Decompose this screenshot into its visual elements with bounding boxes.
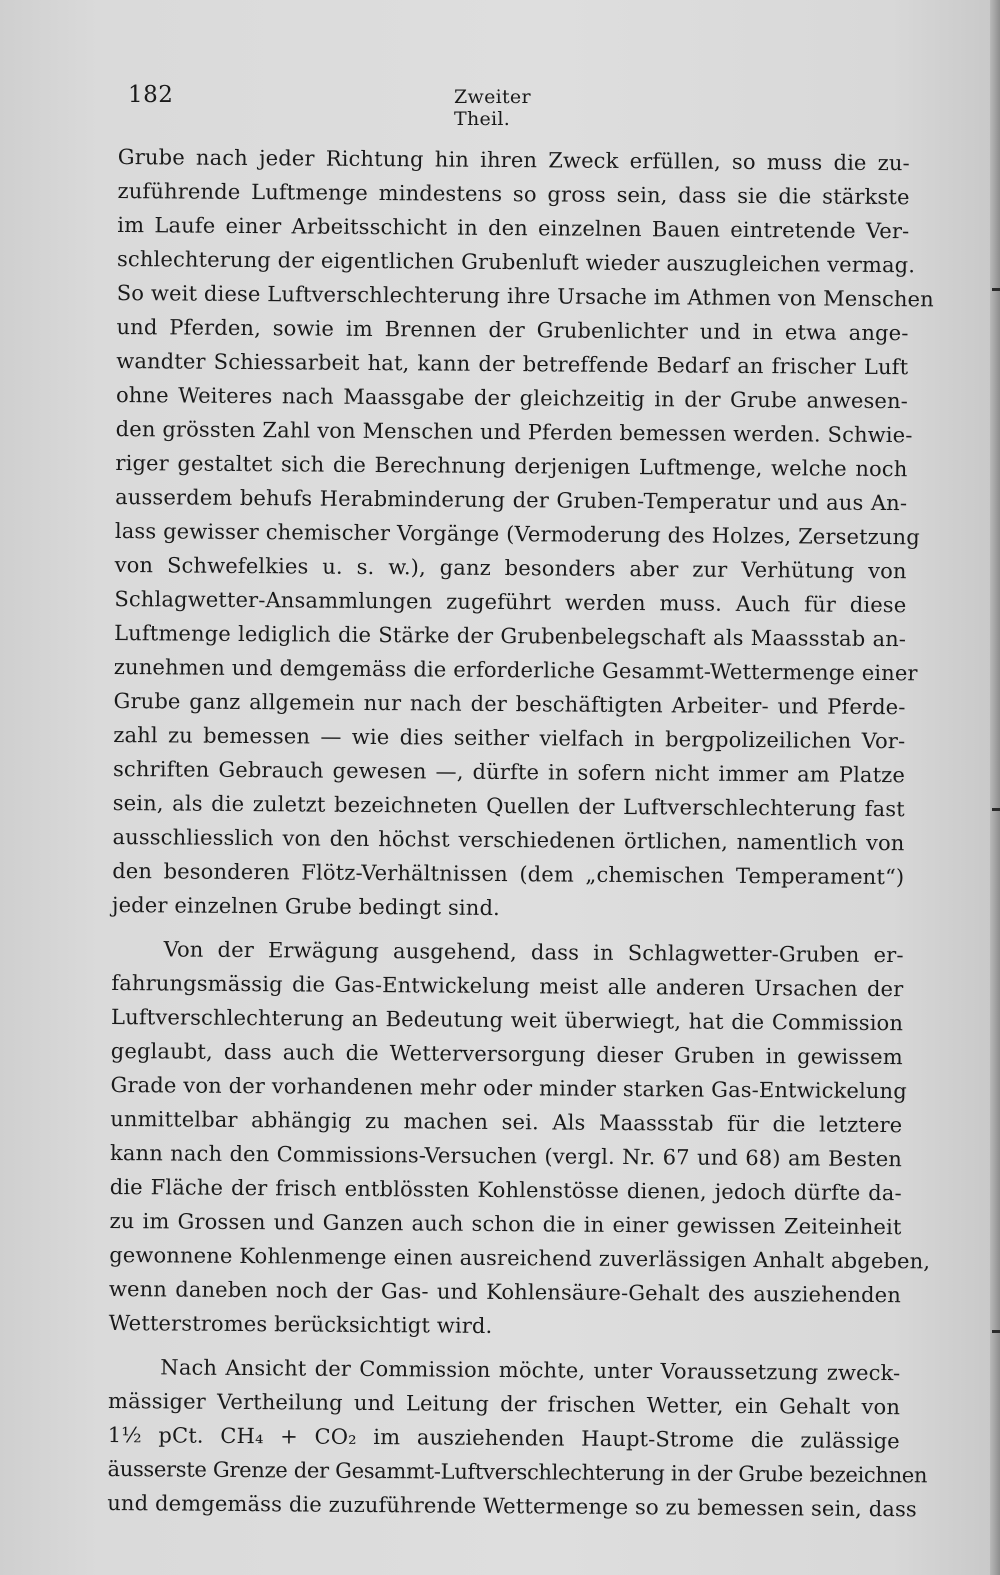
running-head: Zweiter Theil. [454, 86, 531, 130]
paragraph-2 [108, 932, 931, 1346]
text-line: von Schwefelkies u. s. w.), ganz besonders aber zur Verhütung von [114, 552, 907, 584]
text-line: sein, als die zuletzt bezeichneten Quellen der Luftverschlechterung fast [112, 790, 905, 822]
text-line: zu im Grossen und Ganzen auch schon die in einer gewissen Zeiteinheit [109, 1208, 902, 1240]
text-line: mässiger Vertheilung und Leitung der frischen Wetter, ein Gehalt von [108, 1388, 901, 1420]
text-line: zahl zu bemessen — wie dies seither vielfach in bergpolizeilichen Vor- [113, 722, 906, 754]
text-line: geglaubt, dass auch die Wetterversorgung dieser Gruben in gewissem [110, 1038, 903, 1070]
text-line: und demgemäss die zuzuführende Wettermenge so zu bemessen sein, dass [107, 1490, 917, 1522]
text-line: Grube nach jeder Richtung hin ihren Zweck erfüllen, so muss die zu- [117, 144, 910, 176]
edge-mark [992, 1330, 1000, 1333]
page-number: 182 [128, 82, 174, 108]
text-body [107, 140, 934, 1526]
text-line: So weit diese Luftverschlechterung ihre Ursache im Athmen von Menschen [116, 280, 934, 312]
text-line: ohne Weiteres nach Maassgabe der gleichzeitig in der Grube anwesen- [115, 382, 909, 414]
text-line: zunehmen und demgemäss die erforderliche Gesammt-Wettermenge einer [113, 654, 918, 686]
text-line: schlechterung der eigentlichen Grubenluft wieder auszugleichen vermag. [116, 246, 916, 278]
text-line: jeder einzelnen Grube bedingt sind. [111, 892, 501, 921]
text-line: und Pferden, sowie im Brennen der Grubenlichter und in etwa ange- [116, 314, 909, 346]
text-line: Grube ganz allgemein nur nach der beschäftigten Arbeiter- und Pferde- [113, 688, 906, 720]
text-line: wandter Schiessarbeit hat, kann der betreffende Bedarf an frischer Luft [116, 348, 909, 380]
text-line: Luftmenge lediglich die Stärke der Grubenbelegschaft als Maassstab an- [114, 620, 907, 652]
text-line: den grössten Zahl von Menschen und Pferden bemessen werden. Schwie- [115, 416, 913, 448]
text-line: Luftverschlechterung an Bedeutung weit überwiegt, hat die Commission [111, 1004, 904, 1036]
text-line: ausserdem behufs Herabminderung der Gruben-Temperatur und aus An- [115, 484, 908, 516]
text-line: ausschliesslich von den höchst verschiedenen örtlichen, namentlich von [112, 824, 905, 856]
edge-mark [992, 288, 1000, 291]
text-line: im Laufe einer Arbeitsschicht in den einzelnen Bauen eintretende Ver- [117, 212, 910, 244]
paragraph-1 [111, 140, 934, 928]
text-line: Grade von der vorhandenen mehr oder minder starken Gas-Entwickelung [110, 1072, 907, 1104]
text-line: Von der Erwägung ausgehend, dass in Schlagwetter-Gruben er- [163, 937, 904, 968]
text-line: äusserste Grenze der Gesammt-Luftverschlechterung in der Grube bezeichnen [107, 1456, 928, 1488]
text-line: unmittelbar abhängig zu machen sei. Als Maassstab für die letztere [110, 1106, 903, 1138]
text-line: die Fläche der frisch entblössten Kohlenstösse dienen, jedoch dürfte da- [109, 1174, 902, 1206]
text-line: riger gestaltet sich die Berechnung derjenigen Luftmenge, welche noch [115, 450, 908, 482]
text-line: Schlagwetter-Ansammlungen zugeführt werden muss. Auch für diese [114, 586, 907, 618]
text-line: Wetterstromes berücksichtigt wird. [108, 1310, 493, 1338]
text-line: zuführende Luftmenge mindestens so gross sein, dass sie die stärkste [117, 178, 910, 210]
text-line: Nach Ansicht der Commission möchte, unter Voraussetzung zweck- [160, 1355, 901, 1386]
text-line: schriften Gebrauch gewesen —, dürfte in sofern nicht immer am Platze [112, 756, 906, 788]
text-line: lass gewisser chemischer Vorgänge (Vermoderung des Holzes, Zersetzung [114, 518, 920, 550]
text-line: 1½ pCt. CH₄ + CO₂ im ausziehenden Haupt-Strome die zulässige [107, 1422, 900, 1454]
text-line: kann nach den Commissions-Versuchen (vergl. Nr. 67 und 68) am Besten [109, 1140, 903, 1172]
paragraph-3 [107, 1350, 928, 1526]
text-line: den besonderen Flötz-Verhältnissen (dem „chemischen Temperament“) [112, 858, 905, 890]
page-header [128, 82, 588, 130]
text-line: gewonnene Kohlenmenge einen ausreichend zuverlässigen Anhalt abgeben, [109, 1242, 931, 1274]
text-line: wenn daneben noch der Gas- und Kohlensäure-Gehalt des ausziehenden [108, 1276, 902, 1308]
edge-mark [992, 808, 1000, 811]
text-line: fahrungsmässig die Gas-Entwickelung meist alle anderen Ursachen der [111, 970, 904, 1002]
page-edge [990, 0, 1000, 1575]
